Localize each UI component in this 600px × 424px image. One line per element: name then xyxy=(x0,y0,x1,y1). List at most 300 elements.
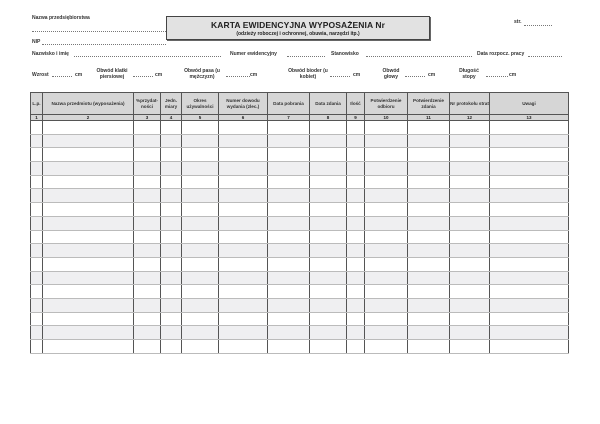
table-cell[interactable] xyxy=(310,134,347,148)
table-cell[interactable] xyxy=(43,298,134,312)
foot-field[interactable] xyxy=(486,76,508,77)
table-cell[interactable] xyxy=(134,298,161,312)
table-cell[interactable] xyxy=(31,175,43,189)
table-cell[interactable] xyxy=(408,326,450,340)
table-cell[interactable] xyxy=(490,285,569,299)
table-row xyxy=(31,230,569,244)
table-cell[interactable] xyxy=(43,285,134,299)
column-number: 13 xyxy=(490,115,569,121)
table-cell[interactable] xyxy=(450,148,490,162)
table-cell[interactable] xyxy=(161,312,182,326)
table-cell[interactable] xyxy=(408,298,450,312)
table-cell[interactable] xyxy=(182,175,219,189)
form-title: KARTA EWIDENCYJNA WYPOSAŻENIA Nr xyxy=(211,20,385,30)
table-cell[interactable] xyxy=(268,175,310,189)
id-number-label: Numer ewidencyjny xyxy=(230,51,277,57)
table-cell[interactable] xyxy=(268,340,310,354)
table-cell[interactable] xyxy=(408,175,450,189)
table-cell[interactable] xyxy=(268,312,310,326)
table-cell[interactable] xyxy=(161,203,182,217)
table-cell[interactable] xyxy=(450,285,490,299)
table-cell[interactable] xyxy=(490,312,569,326)
column-header: Jedn. miary xyxy=(161,93,182,115)
table-cell[interactable] xyxy=(450,312,490,326)
table-row xyxy=(31,121,569,135)
hips-unit: cm xyxy=(353,72,361,78)
table-cell[interactable] xyxy=(310,216,347,230)
table-cell[interactable] xyxy=(310,203,347,217)
table-cell[interactable] xyxy=(161,216,182,230)
table-cell[interactable] xyxy=(408,285,450,299)
table-cell[interactable] xyxy=(134,230,161,244)
table-cell[interactable] xyxy=(43,134,134,148)
table-cell[interactable] xyxy=(347,230,365,244)
table-row xyxy=(31,216,569,230)
page-field[interactable] xyxy=(524,25,552,26)
table-cell[interactable] xyxy=(310,121,347,135)
column-header: %przydat-ności xyxy=(134,93,161,115)
table-cell[interactable] xyxy=(347,285,365,299)
table-cell[interactable] xyxy=(219,340,268,354)
table-cell[interactable] xyxy=(490,230,569,244)
title-box xyxy=(166,16,430,40)
table-cell[interactable] xyxy=(310,148,347,162)
table-cell[interactable] xyxy=(268,121,310,135)
table-cell[interactable] xyxy=(134,312,161,326)
table-cell[interactable] xyxy=(490,175,569,189)
table-cell[interactable] xyxy=(310,162,347,176)
table-cell[interactable] xyxy=(182,121,219,135)
table-cell[interactable] xyxy=(365,244,408,258)
header-row xyxy=(31,93,569,115)
hips-field[interactable] xyxy=(330,76,350,77)
table-cell[interactable] xyxy=(31,162,43,176)
table-cell[interactable] xyxy=(408,312,450,326)
table-cell[interactable] xyxy=(347,121,365,135)
hips-label: Obwód bioder (u kobiet) xyxy=(288,68,328,80)
table-cell[interactable] xyxy=(450,298,490,312)
table-cell[interactable] xyxy=(490,148,569,162)
table-cell[interactable] xyxy=(268,257,310,271)
table-cell[interactable] xyxy=(31,271,43,285)
chest-field[interactable] xyxy=(133,76,153,77)
table-cell[interactable] xyxy=(182,189,219,203)
table-cell[interactable] xyxy=(408,244,450,258)
table-cell[interactable] xyxy=(219,271,268,285)
table-cell[interactable] xyxy=(268,134,310,148)
table-cell[interactable] xyxy=(365,257,408,271)
table-cell[interactable] xyxy=(43,326,134,340)
head-unit: cm xyxy=(428,72,436,78)
position-field[interactable] xyxy=(366,56,472,57)
table-cell[interactable] xyxy=(161,326,182,340)
table-cell[interactable] xyxy=(219,189,268,203)
table-cell[interactable] xyxy=(182,271,219,285)
column-number: 9 xyxy=(347,115,365,121)
table-cell[interactable] xyxy=(182,312,219,326)
table-row xyxy=(31,271,569,285)
table-cell[interactable] xyxy=(31,203,43,217)
table-cell[interactable] xyxy=(182,285,219,299)
table-cell[interactable] xyxy=(134,203,161,217)
column-number: 8 xyxy=(310,115,347,121)
table-cell[interactable] xyxy=(268,203,310,217)
table-cell[interactable] xyxy=(490,298,569,312)
table-row xyxy=(31,162,569,176)
head-field[interactable] xyxy=(405,76,425,77)
company-label: Nazwa przedsiębiorstwa xyxy=(32,15,90,21)
table-cell[interactable] xyxy=(134,257,161,271)
table-cell[interactable] xyxy=(310,189,347,203)
table-cell[interactable] xyxy=(490,162,569,176)
table-cell[interactable] xyxy=(490,257,569,271)
table-cell[interactable] xyxy=(347,148,365,162)
table-row xyxy=(31,189,569,203)
column-number: 11 xyxy=(408,115,450,121)
table-cell[interactable] xyxy=(365,203,408,217)
table-cell[interactable] xyxy=(310,271,347,285)
table-cell[interactable] xyxy=(268,326,310,340)
table-cell[interactable] xyxy=(268,162,310,176)
table-cell[interactable] xyxy=(365,298,408,312)
table-cell[interactable] xyxy=(134,340,161,354)
table-cell[interactable] xyxy=(31,298,43,312)
table-cell[interactable] xyxy=(310,298,347,312)
table-cell[interactable] xyxy=(365,189,408,203)
table-cell[interactable] xyxy=(43,257,134,271)
table-cell[interactable] xyxy=(182,230,219,244)
column-number: 10 xyxy=(365,115,408,121)
table-cell[interactable] xyxy=(347,216,365,230)
table-cell[interactable] xyxy=(182,244,219,258)
table-cell[interactable] xyxy=(43,148,134,162)
table-cell[interactable] xyxy=(408,121,450,135)
table-cell[interactable] xyxy=(450,340,490,354)
head-label: Obwód głowy xyxy=(382,68,400,80)
table-cell[interactable] xyxy=(268,148,310,162)
table-cell[interactable] xyxy=(347,244,365,258)
table-cell[interactable] xyxy=(347,134,365,148)
table-row xyxy=(31,203,569,217)
table-cell[interactable] xyxy=(347,271,365,285)
table-cell[interactable] xyxy=(43,244,134,258)
table-cell[interactable] xyxy=(219,175,268,189)
table-cell[interactable] xyxy=(43,312,134,326)
column-header: Data zdania xyxy=(310,93,347,115)
table-cell[interactable] xyxy=(365,175,408,189)
table-row xyxy=(31,340,569,354)
column-number: 12 xyxy=(450,115,490,121)
table-cell[interactable] xyxy=(161,244,182,258)
chest-unit: cm xyxy=(155,72,163,78)
table-row xyxy=(31,285,569,299)
table-cell[interactable] xyxy=(31,230,43,244)
table-cell[interactable] xyxy=(408,148,450,162)
table-cell[interactable] xyxy=(43,121,134,135)
table-cell[interactable] xyxy=(161,162,182,176)
column-header: Nazwa przedmiotu (wyposażenia) xyxy=(43,93,134,115)
table-cell[interactable] xyxy=(182,203,219,217)
table-cell[interactable] xyxy=(310,244,347,258)
table-cell[interactable] xyxy=(347,298,365,312)
table-cell[interactable] xyxy=(43,216,134,230)
name-label: Nazwisko i imię xyxy=(32,51,69,57)
start-date-label: Data rozpocz. pracy xyxy=(477,51,525,57)
table-cell[interactable] xyxy=(161,230,182,244)
table-row xyxy=(31,134,569,148)
table-cell[interactable] xyxy=(310,326,347,340)
table-cell[interactable] xyxy=(408,162,450,176)
table-cell[interactable] xyxy=(161,189,182,203)
table-cell[interactable] xyxy=(31,312,43,326)
table-cell[interactable] xyxy=(43,162,134,176)
table-cell[interactable] xyxy=(268,298,310,312)
column-number: 2 xyxy=(43,115,134,121)
table-cell[interactable] xyxy=(450,175,490,189)
start-date-field[interactable] xyxy=(528,56,562,57)
column-number: 5 xyxy=(182,115,219,121)
table-cell[interactable] xyxy=(450,271,490,285)
table-cell[interactable] xyxy=(450,189,490,203)
height-field[interactable] xyxy=(52,76,72,77)
table-cell[interactable] xyxy=(365,134,408,148)
table-cell[interactable] xyxy=(161,285,182,299)
column-header: L.p. xyxy=(31,93,43,115)
table-cell[interactable] xyxy=(43,271,134,285)
table-row xyxy=(31,257,569,271)
column-number: 6 xyxy=(219,115,268,121)
table-cell[interactable] xyxy=(161,271,182,285)
table-cell[interactable] xyxy=(182,162,219,176)
position-label: Stanowisko xyxy=(331,51,359,57)
table-row xyxy=(31,326,569,340)
table-cell[interactable] xyxy=(219,257,268,271)
chest-label: Obwód klatki piersiowej xyxy=(96,68,128,80)
table-cell[interactable] xyxy=(134,162,161,176)
table-cell[interactable] xyxy=(182,216,219,230)
height-label: Wzrost xyxy=(32,72,49,78)
page-label: str. xyxy=(514,19,522,25)
table-cell[interactable] xyxy=(365,285,408,299)
table-cell[interactable] xyxy=(347,326,365,340)
waist-field[interactable] xyxy=(226,76,250,77)
table-cell[interactable] xyxy=(161,134,182,148)
table-cell[interactable] xyxy=(161,175,182,189)
table-row xyxy=(31,312,569,326)
foot-unit: cm xyxy=(509,72,517,78)
column-header: Numer dowodu wydania (zlec.) xyxy=(219,93,268,115)
nip-label: NIP xyxy=(32,39,41,45)
table-cell[interactable] xyxy=(182,148,219,162)
table-cell[interactable] xyxy=(450,203,490,217)
table-cell[interactable] xyxy=(182,340,219,354)
table-cell[interactable] xyxy=(31,326,43,340)
table-row xyxy=(31,244,569,258)
table-cell[interactable] xyxy=(161,121,182,135)
table-cell[interactable] xyxy=(134,134,161,148)
table-cell[interactable] xyxy=(43,189,134,203)
table-cell[interactable] xyxy=(408,230,450,244)
table-cell[interactable] xyxy=(219,230,268,244)
table-cell[interactable] xyxy=(268,189,310,203)
table-cell[interactable] xyxy=(365,271,408,285)
table-cell[interactable] xyxy=(268,271,310,285)
table-cell[interactable] xyxy=(134,175,161,189)
table-cell[interactable] xyxy=(31,189,43,203)
table-cell[interactable] xyxy=(347,257,365,271)
table-cell[interactable] xyxy=(490,134,569,148)
table-cell[interactable] xyxy=(365,340,408,354)
table-cell[interactable] xyxy=(219,162,268,176)
table-cell[interactable] xyxy=(31,285,43,299)
table-cell[interactable] xyxy=(43,175,134,189)
table-cell[interactable] xyxy=(490,326,569,340)
table-cell[interactable] xyxy=(365,312,408,326)
table-cell[interactable] xyxy=(310,285,347,299)
table-cell[interactable] xyxy=(408,189,450,203)
table-cell[interactable] xyxy=(268,244,310,258)
table-cell[interactable] xyxy=(408,216,450,230)
table-cell[interactable] xyxy=(365,216,408,230)
table-cell[interactable] xyxy=(347,340,365,354)
table-cell[interactable] xyxy=(365,326,408,340)
table-cell[interactable] xyxy=(490,340,569,354)
table-cell[interactable] xyxy=(347,203,365,217)
table-cell[interactable] xyxy=(134,189,161,203)
table-cell[interactable] xyxy=(450,134,490,148)
company-field[interactable] xyxy=(32,31,166,32)
table-cell[interactable] xyxy=(182,257,219,271)
table-cell[interactable] xyxy=(490,244,569,258)
table-cell[interactable] xyxy=(161,298,182,312)
table-cell[interactable] xyxy=(408,340,450,354)
table-cell[interactable] xyxy=(219,285,268,299)
column-number: 3 xyxy=(134,115,161,121)
waist-label: Obwód pasa (u mężczyzn) xyxy=(184,68,220,80)
table-cell[interactable] xyxy=(310,340,347,354)
table-cell[interactable] xyxy=(450,216,490,230)
table-cell[interactable] xyxy=(310,230,347,244)
table-cell[interactable] xyxy=(134,271,161,285)
table-cell[interactable] xyxy=(31,244,43,258)
table-cell[interactable] xyxy=(365,230,408,244)
table-cell[interactable] xyxy=(347,162,365,176)
table-cell[interactable] xyxy=(365,162,408,176)
table-cell[interactable] xyxy=(450,244,490,258)
table-cell[interactable] xyxy=(310,257,347,271)
nip-field[interactable] xyxy=(42,44,166,45)
id-number-field[interactable] xyxy=(287,56,325,57)
table-cell[interactable] xyxy=(43,230,134,244)
table-cell[interactable] xyxy=(219,148,268,162)
table-cell[interactable] xyxy=(408,134,450,148)
table-cell[interactable] xyxy=(450,257,490,271)
table-cell[interactable] xyxy=(31,257,43,271)
table-cell[interactable] xyxy=(490,271,569,285)
column-header: Potwierdzenie zdania xyxy=(408,93,450,115)
table-cell[interactable] xyxy=(408,203,450,217)
table-body xyxy=(31,121,569,354)
table-cell[interactable] xyxy=(450,326,490,340)
table-cell[interactable] xyxy=(219,312,268,326)
table-cell[interactable] xyxy=(450,230,490,244)
column-header: Uwagi xyxy=(490,93,569,115)
table-cell[interactable] xyxy=(134,148,161,162)
column-header: Potwierdzenie odbioru xyxy=(365,93,408,115)
table-cell[interactable] xyxy=(219,216,268,230)
table-cell[interactable] xyxy=(490,121,569,135)
table-cell[interactable] xyxy=(161,148,182,162)
table-cell[interactable] xyxy=(450,121,490,135)
table-cell[interactable] xyxy=(43,203,134,217)
table-cell[interactable] xyxy=(347,175,365,189)
table-cell[interactable] xyxy=(310,312,347,326)
column-header: Okres używalności xyxy=(182,93,219,115)
table-cell[interactable] xyxy=(219,298,268,312)
name-field[interactable] xyxy=(74,56,221,57)
table-cell[interactable] xyxy=(31,216,43,230)
table-cell[interactable] xyxy=(134,216,161,230)
table-cell[interactable] xyxy=(408,257,450,271)
table-cell[interactable] xyxy=(268,285,310,299)
column-header: Data pobrania xyxy=(268,93,310,115)
table-cell[interactable] xyxy=(219,134,268,148)
table-cell[interactable] xyxy=(347,189,365,203)
table-cell[interactable] xyxy=(490,203,569,217)
table-cell[interactable] xyxy=(408,271,450,285)
table-cell[interactable] xyxy=(219,203,268,217)
table-row xyxy=(31,148,569,162)
waist-unit: cm xyxy=(250,72,258,78)
table-cell[interactable] xyxy=(310,175,347,189)
foot-label: Długość stopy xyxy=(459,68,479,80)
table-row xyxy=(31,175,569,189)
table-cell[interactable] xyxy=(161,340,182,354)
table-cell[interactable] xyxy=(450,162,490,176)
table-cell[interactable] xyxy=(134,326,161,340)
column-number: 7 xyxy=(268,115,310,121)
table-cell[interactable] xyxy=(134,244,161,258)
table-cell[interactable] xyxy=(347,312,365,326)
table-cell[interactable] xyxy=(219,326,268,340)
table-cell[interactable] xyxy=(43,340,134,354)
form-subtitle: (odzieży roboczej i ochronnej, obuwia, narzędzi itp.) xyxy=(236,31,360,37)
column-header: Nr protokołu strat xyxy=(450,93,490,115)
equipment-table xyxy=(30,92,569,354)
table-cell[interactable] xyxy=(268,230,310,244)
table-cell[interactable] xyxy=(31,121,43,135)
column-number: 4 xyxy=(161,115,182,121)
height-unit: cm xyxy=(75,72,83,78)
table-cell[interactable] xyxy=(161,257,182,271)
table-cell[interactable] xyxy=(219,244,268,258)
table-cell[interactable] xyxy=(268,216,310,230)
table-cell[interactable] xyxy=(182,326,219,340)
table-cell[interactable] xyxy=(490,189,569,203)
table-cell[interactable] xyxy=(182,298,219,312)
column-number: 1 xyxy=(31,115,43,121)
table-cell[interactable] xyxy=(31,148,43,162)
table-cell[interactable] xyxy=(365,148,408,162)
table-cell[interactable] xyxy=(490,216,569,230)
table-cell[interactable] xyxy=(31,134,43,148)
table-cell[interactable] xyxy=(182,134,219,148)
table-cell[interactable] xyxy=(31,340,43,354)
table-cell[interactable] xyxy=(134,121,161,135)
table-cell[interactable] xyxy=(134,285,161,299)
table-cell[interactable] xyxy=(219,121,268,135)
table-cell[interactable] xyxy=(365,121,408,135)
